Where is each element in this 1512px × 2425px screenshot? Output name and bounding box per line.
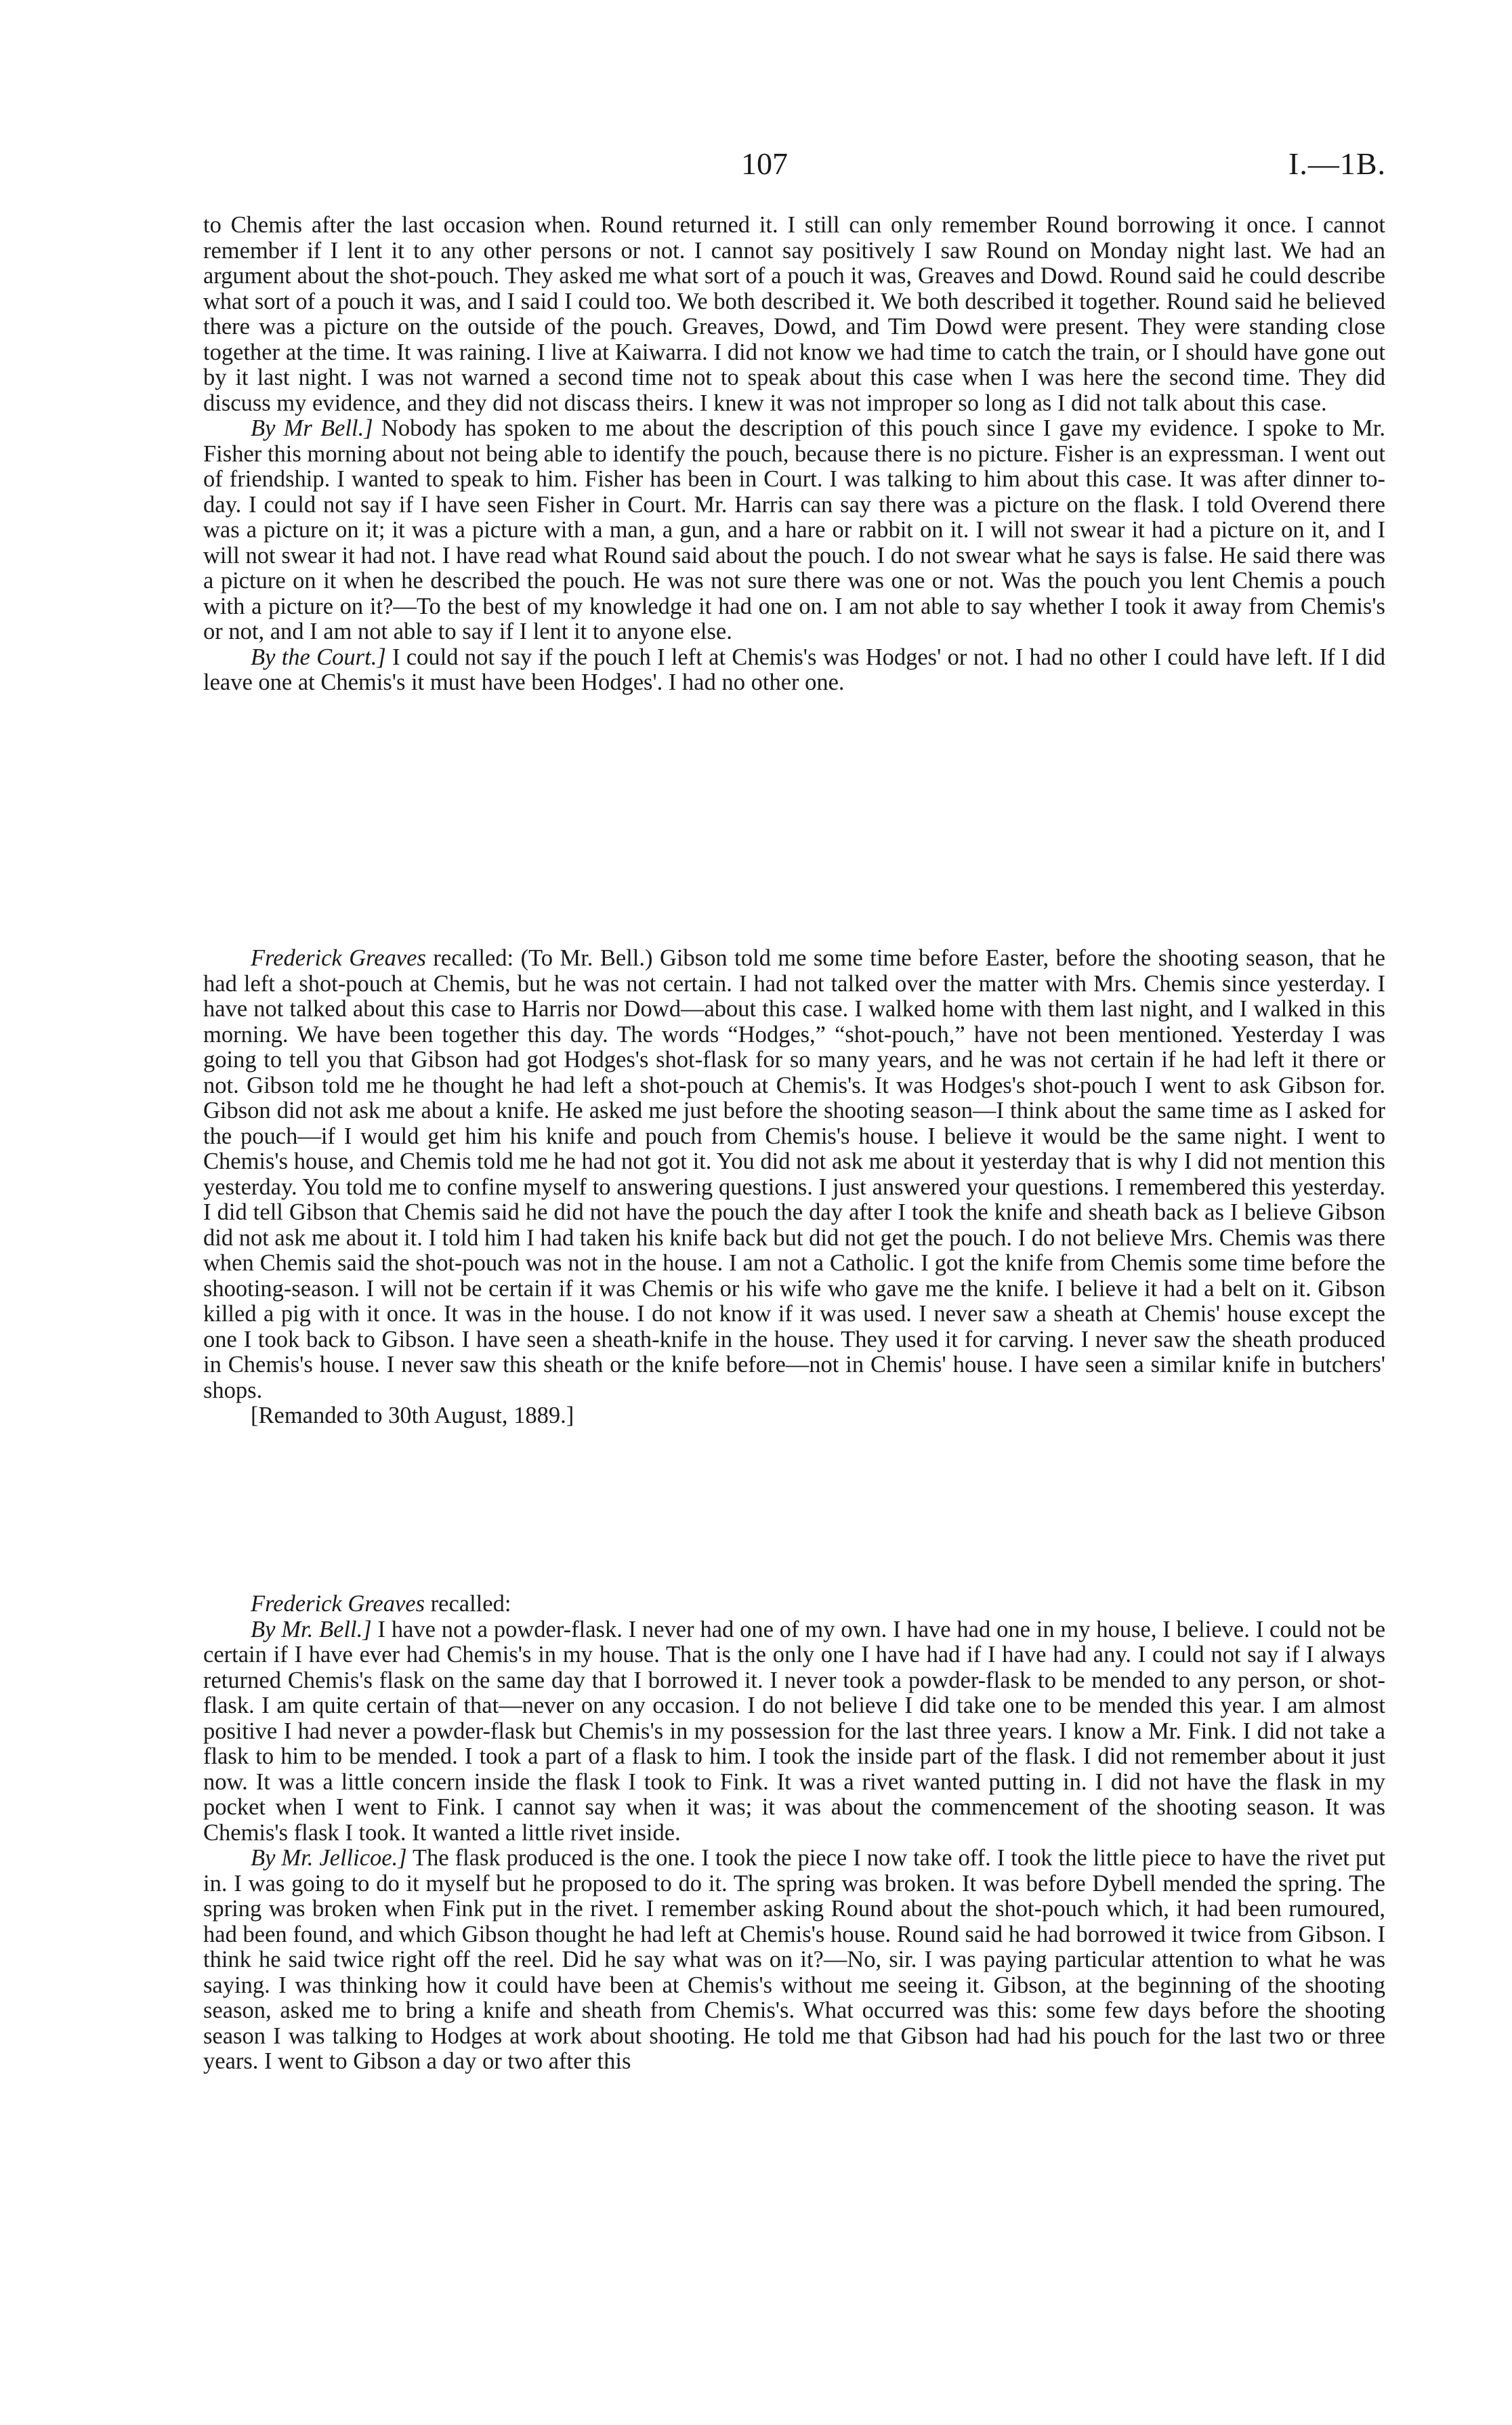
paragraph-text: The flask produced is the one. I took the piece I now take off. I took the little piece to have the rivet put in. I was going to do it myself but he proposed to do it. The spring was broken. It was before Dybell mended the spring. The spring was broken when Fink put in the rivet. I remember asking Round about the shot-pouch which, it had been rumoured, had been found, and which Gibson thought he had left at Chemis's house. Round said he had borrowed it twice from Gibson. I think he said twice right off the reel. Did he say what was on it?—No, sir. I was paying particular attention to what he was saying. I was thinking how it could have been at Chemis's without me seeing it. Gibson, at the beginning of the shooting season, asked me to bring a knife and sheath from Chemis's. What occurred was this: some few days before the shooting season I was talking to Hodges at work about shooting. He told me that Gibson had had his pouch for the last two or three years. I went to Gibson a day or two after this — [203, 1845, 1385, 2074]
greaves-testimony-2 — [203, 1592, 1385, 2075]
witness-name: Frederick Greaves — [251, 945, 426, 971]
paragraph-text: recalled: (To Mr. Bell.) Gibson told me some time before Easter, before the shooting season, that he had left a shot-pouch at Chemis, but he was not certain. I had not talked over the matter with Mrs. Chemis since yesterday. I have not talked about this case to Harris nor Dowd—about this case. I walked home with them last night, and I walked in this morning. We have been together this day. The words “Hodges,” “shot-pouch,” have not been mentioned. Yesterday I was going to tell you that Gibson had got Hodges's shot-flask for so many years, and he was not certain if he had left it there or not. Gibson told me he thought he had left a shot-pouch at Chemis's. It was Hodges's shot-pouch I went to ask Gibson for. Gibson did not ask me about a knife. He asked me just before the shooting season—I think about the same time as I asked for the pouch—if I would get him his knife and pouch from Chemis's house. I believe it would be the same night. I went to Chemis's house, and Chemis told me he had not got it. You did not ask me about it yesterday that is why I did not mention this yesterday. You told me to confine myself to answering questions. I just answered your questions. I remembered this yesterday. I did tell Gibson that Chemis said he did not have the pouch the day after I took the knife and sheath back as I believe Gibson did not ask me about it. I told him I had taken his knife back but did not get the pouch. I do not believe Mrs. Chemis was there when Chemis said the shot-pouch was not in the house. I am not a Catholic. I got the knife from Chemis some time before the shooting-season. I will not be certain if it was Chemis or his wife who gave me the knife. I believe it had a belt on it. Gibson killed a pig with it once. It was in the house. I do not know if it was used. I never saw a sheath at Chemis' house except the one I took back to Gibson. I have seen a sheath-knife in the house. They used it for carving. I never saw the sheath produced in Chemis's house. I never saw this sheath or the knife before—not in Chemis' house. I have seen a similar knife in butchers' shops. — [203, 945, 1385, 1403]
paragraph — [203, 645, 1385, 696]
paragraph-text: I have not a powder-flask. I never had one of my own. I have had one in my house, I believe. I could not be certain if I have ever had Chemis's in my house. That is the only one I have had if I have had any. I could not say if I always returned Chemis's flask on the same day that I borrowed it. I never took a powder-flask to be mended to any person, or shot-flask. I am quite certain of that—never on any occasion. I do not believe I did take one to be mended this year. I am almost positive I had never a powder-flask but Chemis's in my possession for the last three years. I know a Mr. Fink. I did not take a flask to him to be mended. I took a part of a flask to him. I took the inside part of the flask. I did not remember about it just now. It was a little concern inside the flask I took to Fink. It was a rivet wanted putting in. I did not have the flask in my pocket when I went to Fink. I cannot say when it was; it was about the commencement of the shooting season. It was Chemis's flask I took. It wanted a little rivet inside. — [203, 1616, 1386, 1846]
paragraph-text: I could not say if the pouch I left at Chemis's was Hodges' or not. I had no other I could have left. If I did leave one at Chemis's it must have been Hodges'. I had no other one. — [203, 644, 1385, 695]
paragraph — [203, 1617, 1385, 1846]
recalled-label: recalled: — [425, 1591, 511, 1617]
paragraph — [203, 416, 1385, 645]
document-reference: I.—1B. — [1288, 146, 1386, 181]
page-header — [0, 145, 1512, 186]
remand-note: [Remanded to 30th August, 1889.] — [251, 1403, 574, 1428]
witness-heading — [203, 1592, 1385, 1617]
examiner-label: By Mr. Jellicoe.] — [251, 1845, 407, 1871]
paragraph: to Chemis after the last occasion when. Round returned it. I still can only remember Round borrowing it once. I cannot remember if I lent it to any other persons or not. I cannot say positively I saw Round on Monday night last. We had an argument about the shot-pouch. They asked me what sort of a pouch it was, Greaves and Dowd. Round said he could describe what sort of a pouch it was, and I said I could too. We both described it. We both described it together. Round said he believed there was a picture on the outside of the pouch. Greaves, Dowd, and Tim Dowd were present. They were standing close together at the time. It was raining. I live at Kaiwarra. I did not know we had time to catch the train, or I should have gone out by it last night. I was not warned a second time not to speak about this case when I was here the second time. They did discuss my evidence, and they did not discass theirs. I knew it was not improper so long as I did not talk about this case. — [203, 212, 1385, 416]
examiner-label: By Mr. Bell.] — [251, 1616, 372, 1642]
witness-name: Frederick Greaves — [251, 1591, 425, 1617]
testimony-continued — [203, 213, 1385, 696]
page-number: 107 — [741, 146, 788, 181]
examiner-label: By Mr Bell.] — [251, 415, 373, 441]
greaves-testimony-1 — [203, 946, 1385, 1429]
examiner-label: By the Court.] — [251, 644, 386, 670]
paragraph — [203, 1846, 1385, 2075]
paragraph — [203, 946, 1385, 1403]
paragraph-text: Nobody has spoken to me about the description of this pouch since I gave my evidence. I spoke to Mr. Fisher this morning about not being able to identify the pouch, because there is no picture. Fisher is an expressman. I went out of friendship. I wanted to speak to him. Fisher has been in Court. I was talking to him about this case. It was after dinner to-day. I could not say if I have seen Fisher in Court. Mr. Harris can say there was a picture on the flask. I told Overend there was a picture on it; it was a picture with a man, a gun, and a hare or rabbit on it. I will not swear it had a picture on it, and I will not swear it had not. I have read what Round said about the pouch. I do not swear what he says is false. He said there was a picture on it when he described the pouch. He was not sure there was one or not. Was the pouch you lent Chemis a pouch with a picture on it?—To the best of my knowledge it had one on. I am not able to say whether I took it away from Chemis's or not, and I am not able to say if I lent it to anyone else. — [203, 415, 1385, 644]
